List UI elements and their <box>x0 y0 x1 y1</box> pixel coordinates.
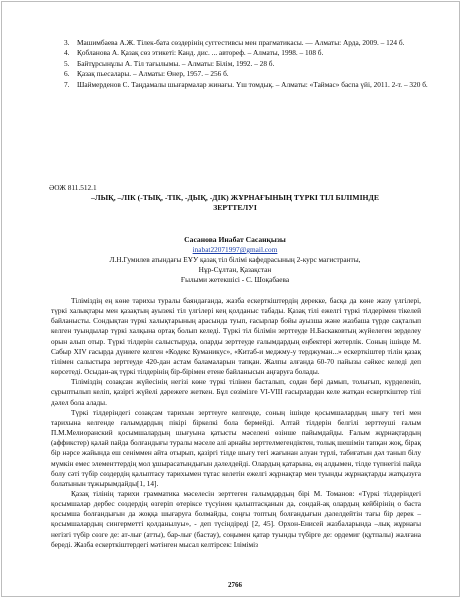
reference-list <box>64 38 434 90</box>
reference-number: 6. <box>64 69 70 79</box>
supervisor-line: Ғылыми жетекшісі - С. Шоқабаева <box>180 275 290 284</box>
reference-item <box>64 59 434 69</box>
paragraph: Тіліміздің ең көне тарихы туралы баяндағанда, жазба ескерткіштердің дерекке, басқа да көне жазу үлгілері, түркі халықтары мен қазақтың ауызекі тіл үлгілері кең қолданыс табады. Қазақ тілі ежелгі түркі тілдерімен тікелей байланысты. Сондықтан түркі халықтарының арасында туып, ғасырлар бойы ауызша және жазбаша түрде сақталып келген туындылар түркі халқына ортақ болып келеді. Түркі тіл білімін зерттеуде Н.Баскаковтың жүйелеген зерделеу орын алып отыр. Түркі тілдерін салыстыруда, оларды зерттеуде ғалымдардың еңбектері жетерлік. Соның ішінде М. Сабыр XIV ғасырда дүниеге келген «Кодекс Куманикус», «Китаб-и меджму-у терджуман...» ескерткіштер тілін қазақ тілімен салыстыра зерттеуде 420-дан астам баламаларын тапқан. Жалпы алғанда 60-70 пайызы сәйкес келеді деп көрсетеді. Осыдан-ақ түркі тілдерінің бір-бірімен етене байланысын аңғаруға болады. <box>51 296 421 377</box>
title-line: –ЛЫҚ, –ЛІК (-ТЫҚ, -ТІК, -ДЫҚ, -ДІК) ЖҰРНАҒЫНЫҢ ТҮРКІ ТІЛ БІЛІМІНДЕ <box>91 193 379 202</box>
reference-text: Байтұрсынұлы А. Тіл тағылымы. – Алматы: Білім, 1992. – 28 б. <box>77 58 275 68</box>
author-email[interactable] <box>50 245 420 255</box>
email-link[interactable]: inabat22071997@gmail.com <box>192 245 278 254</box>
author-affiliation <box>50 255 420 285</box>
paragraph: Қазақ тілінің тарихи грамматика мәселесін зерттеген ғалымдардың бірі М. Томанов: «Түркі тілдеріндегі қосымшалар дербес сөздердің өзгеріп өтеріксе түсуінен қалыптасқанын да, сондай-ақ олардың кейбірінің о баста қосымша болғандығын да жоққа шығаруға болмайды, соңғы топтың болғандығын дәлелдейтін тағы бір дерек – қосымшалардың сингерметті қолданылуы», - деп түсіндіреді [2, 45]. Орхон-Енисей жазбаларында –лық жұрнағы негізгі түбір сөзге де: ат-лығ (атты), бар-лығ (бастау), соңымен қатар туынды түбірге де: ордемиг (құтпалы) жалғана береді. Жазба ескерткіштердегі мәтінген мысал келтірсек: Іліміміз <box>51 488 421 549</box>
page-number: 2766 <box>228 581 242 589</box>
reference-text: Шаймерденов С. Таңдамалы шығармалар жинағы. Үш томдық. – Алматы: «Таймас» баспа үйі, 2011. 2-т. – 320 б. <box>77 79 428 89</box>
title-line: ЗЕРТТЕЛУІ <box>213 203 257 212</box>
reference-text: Машимбаева А.Ж. Тілек-бата сөздерінің суггестивсы мен прагматикасы. — Алматы: Арда, 2009. – 124 б. <box>77 38 405 47</box>
reference-number: 3. <box>64 38 70 47</box>
paragraph: Тіліміздің созақсан жүйесінің негізі көне түркі тілінен басталып, содан бері дамып, толығып, күрделеніп, сұрыптылып келіп, қазіргі жүйелі дәрежеге жеткен. Бұл сөзімізге VI-VIII ғасырлардан келе жатқан ескерткіштер тілі дәлел бола алады. <box>51 377 421 407</box>
reference-item <box>64 69 434 79</box>
affiliation-city: Нұр-Сұлтан, Қазақстан <box>198 265 272 274</box>
reference-item <box>64 48 434 58</box>
reference-number: 4. <box>64 48 70 58</box>
reference-item <box>64 80 434 90</box>
author-name: Сасанова Инабат Сасанқызы <box>184 235 286 244</box>
udk-code: ӘОЖ 811.512.1 <box>49 183 97 192</box>
reference-text: Қазақ пьесалары. – Алматы: Өнер, 1957. – 256 б. <box>77 69 229 79</box>
reference-text: Қобланова А. Қазақ сөз этикеті: Канд. дис. ... автореф. – Алматы, 1998. – 108 б. <box>77 48 324 58</box>
reference-number: 5. <box>64 58 70 68</box>
body-text <box>51 296 421 550</box>
reference-item <box>64 38 434 48</box>
reference-number: 7. <box>64 79 70 89</box>
affiliation-line: Л.Н.Гумилев атындағы ЕҰУ қазақ тіл білімі кафедрасының 2-курс магистранты, <box>109 255 361 264</box>
paper-title <box>50 193 420 213</box>
paragraph: Түркі тілдеріндегі созақсам тарихын зерттеуге келгенде, соның ішінде қосымшалардың шығу тегі мен тарихына келгенде ғалымдардың пікірі біркелкі бола бермейді. Алтай тілдерін белгілі зерттеуші ғалым П.М.Мелиоранский қосымшалардың шығуына қатысты мәселені өзінше пайымдайды. Ғалым жұрнақтардың (аффикстер) қалай пайда болғандығы туралы мәселе алі арнайы зерттелмегендіктен, толық шешімін тапқан жоқ, бірақ бір нәрсе жайында еш сеніммен айта отырып, қазіргі тілде шығу тегі жағынан алуан түрлі, табиғатын дәл танып білу мүмкін емес элементтердің мол ұшырасатындығын дәлелдейді. Олардың қатарына, ең алдымен, тілде түпнегізі пайда болу сәті түбір сөздердің қалыптасу тарихымен тұтас келетін ежелгі жұрнақтар мен туынды жұрнақтарды жатқызуға болатынын тұжырымдайды[1, 14]. <box>51 407 421 488</box>
